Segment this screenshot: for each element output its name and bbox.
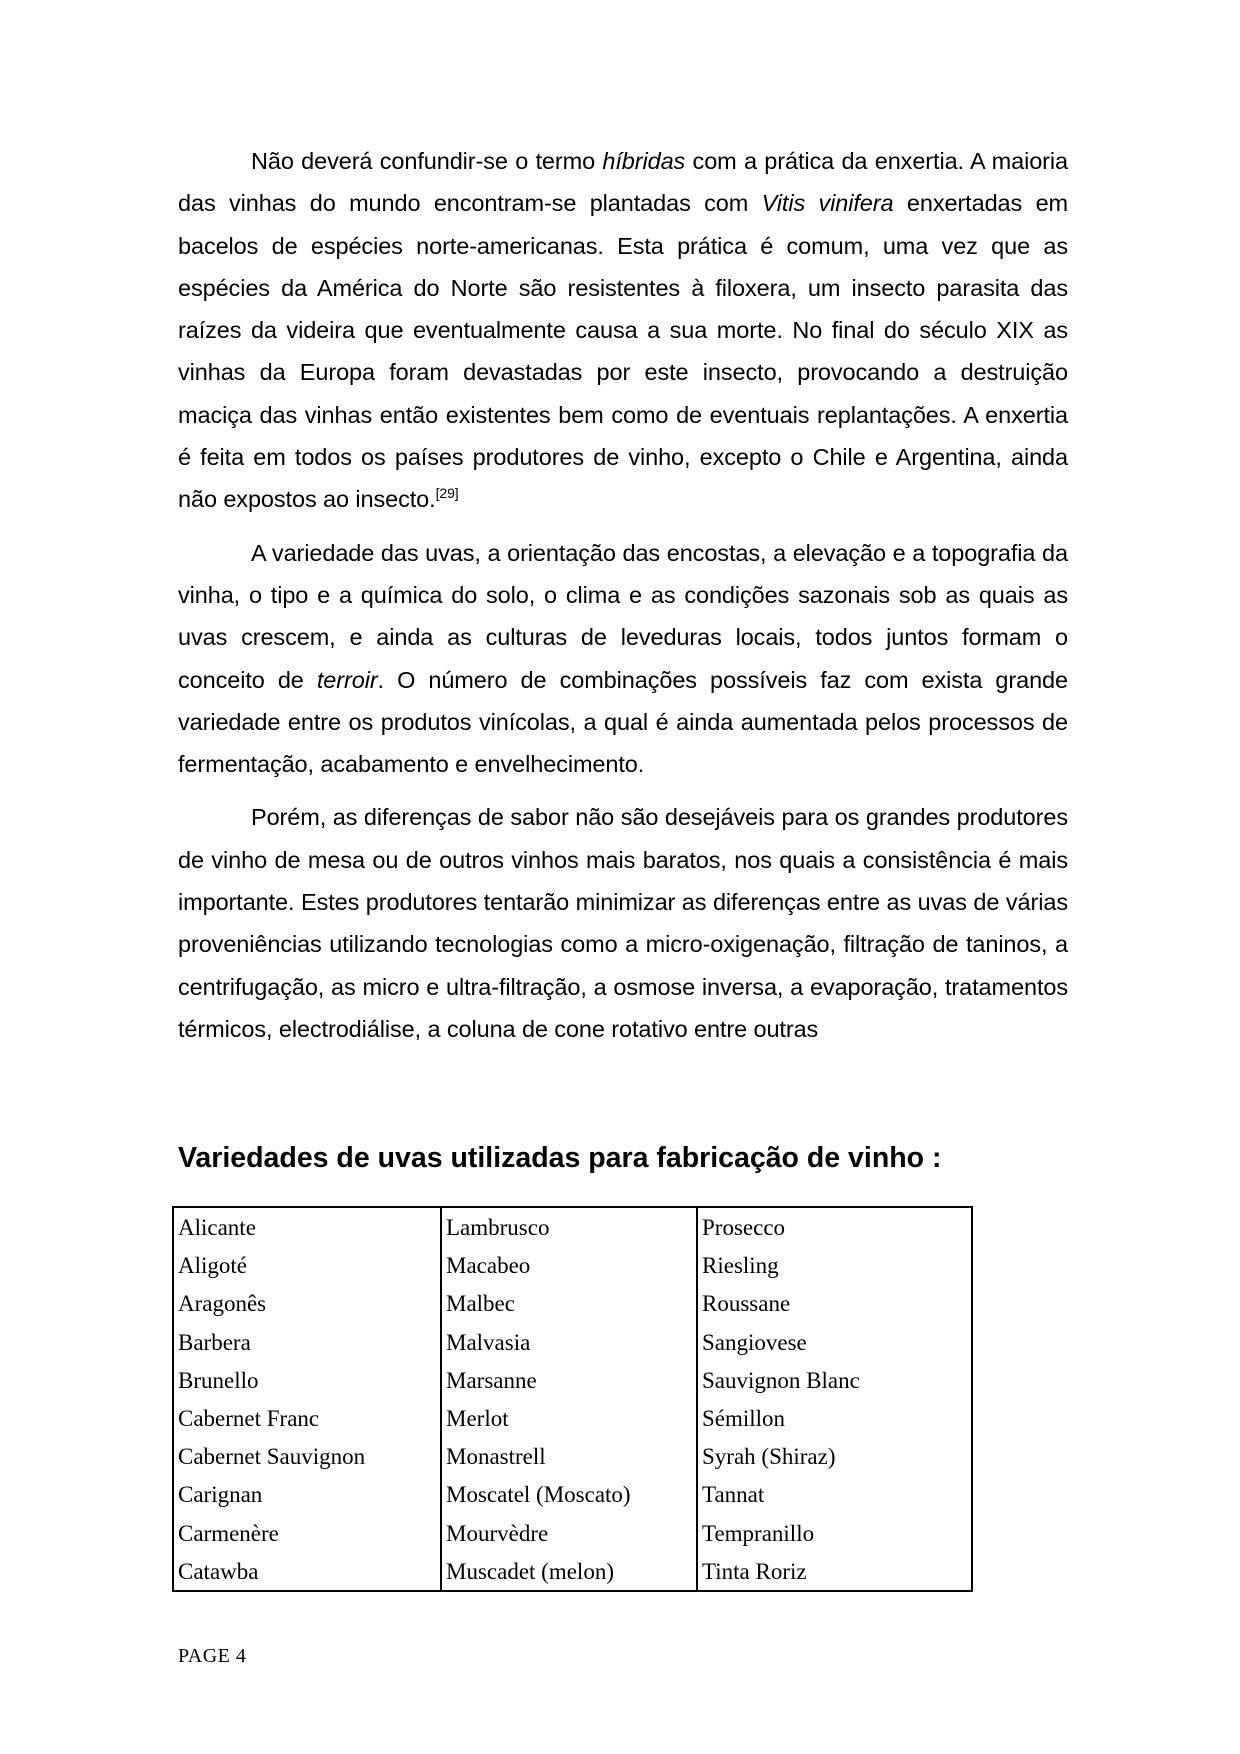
table-cell: Malvasia — [446, 1329, 531, 1355]
table-cell: Moscatel (Moscato) — [446, 1482, 631, 1508]
table-cell: Tinta Roriz — [702, 1558, 807, 1584]
table-cell: Cabernet Franc — [178, 1406, 320, 1432]
table-column — [440, 1208, 696, 1590]
paragraph-text: A variedade das uvas, a orientação das encostas, a elevação e a topografia da vinha, o tipo e a química do solo, o clima e as condições sazonais sob as quais as uvas crescem, e ainda as culturas de leveduras locais, todos juntos formam o conceito de — [178, 539, 1068, 693]
paragraph-text: com a prática da enxertia. A maioria das vinhas do mundo encontram-se plantadas com — [178, 148, 1068, 217]
table-cell: Tannat — [702, 1482, 765, 1508]
paragraph-grafting — [178, 140, 1068, 521]
table-cell: Malbec — [446, 1291, 515, 1317]
page-footer: PAGE 4 — [178, 1645, 247, 1667]
paragraph-text: Porém, as diferenças de sabor não são desejáveis para os grandes produtores de vinho de mesa ou de outros vinhos mais baratos, nos quais a consistência é mais importante. Estes produtores tentarão minimizar as diferenças entre as uvas de várias proveniências utilizando tecnologias como a micro-oxigenação, filtração de taninos, a centrifugação, as micro e ultra-filtração, a osmose inversa, a evaporação, tratamentos térmicos, electrodiálise, a coluna de cone rotativo entre outras — [178, 804, 1068, 1042]
table-cell: Aragonês — [178, 1291, 267, 1317]
table-cell: Roussane — [702, 1291, 791, 1317]
table-cell: Monastrell — [446, 1444, 546, 1470]
table-column — [696, 1208, 971, 1590]
table-cell: Riesling — [702, 1253, 779, 1279]
table-cell: Muscadet (melon) — [446, 1558, 614, 1584]
table-cell: Carignan — [178, 1482, 263, 1508]
table-cell: Barbera — [178, 1329, 251, 1355]
grape-varieties-table — [172, 1206, 973, 1592]
citation-reference: [29] — [435, 485, 459, 502]
table-cell: Sémillon — [702, 1406, 786, 1432]
table-cell: Lambrusco — [446, 1215, 550, 1240]
table-cell: Catawba — [178, 1558, 259, 1584]
table-cell: Brunello — [178, 1367, 259, 1393]
table-column — [174, 1208, 440, 1590]
table-cell: Macabeo — [446, 1253, 531, 1279]
table-cell: Cabernet Sauvignon — [178, 1444, 366, 1470]
italic-term-vitis-vinifera: Vitis vinifera — [761, 190, 894, 217]
table-cell: Sangiovese — [702, 1329, 807, 1355]
table-cell: Merlot — [446, 1406, 509, 1432]
paragraph-text: . O número de combinações possíveis faz com exista grande variedade entre os produtos vinícolas, a qual é ainda aumentada pelos processos de fermentação, acabamento e envelhecimento. — [178, 666, 1068, 778]
table-cell: Aligoté — [178, 1253, 247, 1279]
paragraph-text: Não deverá confundir-se o termo — [251, 148, 603, 174]
table-cell: Mourvèdre — [446, 1520, 549, 1546]
table-cell: Syrah (Shiraz) — [702, 1444, 836, 1470]
table-cell: Carmenère — [178, 1520, 279, 1546]
section-heading: Variedades de uvas utilizadas para fabricação de vinho : — [178, 1142, 942, 1174]
table-cell: Tempranillo — [702, 1520, 815, 1546]
paragraph-terroir — [178, 532, 1068, 786]
paragraph-text: enxertadas em bacelos de espécies norte-americanas. Esta prática é comum, uma vez que as espécies da América do Norte são resistentes à filoxera, um insecto parasita das raízes da videira que eventualmente causa a sua morte. No final do século XIX as vinhas da Europa foram devastadas por este insecto, provocando a destruição maciça das vinhas então existentes bem como de eventuais replantações. A enxertia é feita em todos os países produtores de vinho, excepto o Chile e Argentina, ainda não expostos ao insecto. — [178, 190, 1069, 513]
italic-term-hibridas: híbridas — [602, 148, 686, 174]
paragraph-consistency — [178, 796, 1068, 1050]
table-cell: Marsanne — [446, 1367, 537, 1393]
table-cell: Sauvignon Blanc — [702, 1367, 860, 1393]
body-text — [178, 140, 1068, 1061]
table-cell: Prosecco — [702, 1215, 786, 1240]
table-cell: Alicante — [178, 1215, 256, 1240]
italic-term-terroir: terroir — [316, 666, 378, 693]
